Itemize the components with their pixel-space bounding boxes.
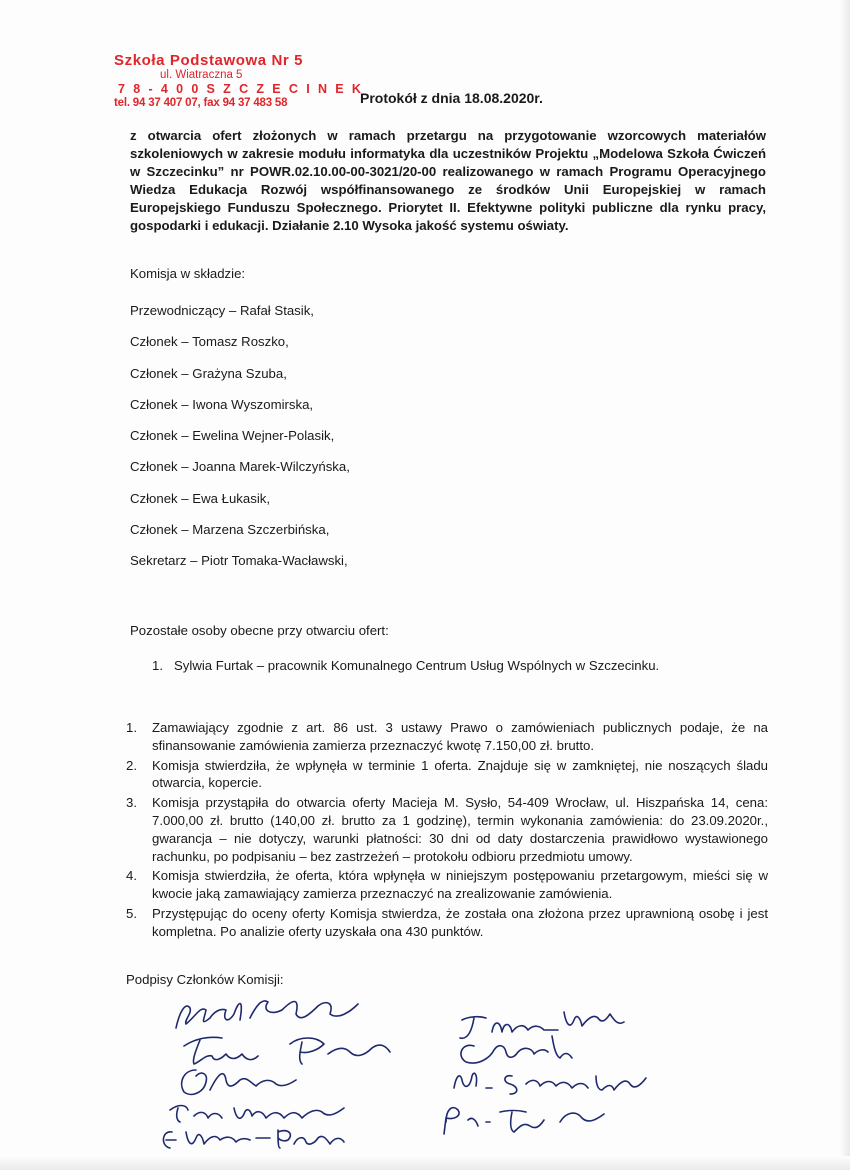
finding-number: 2. xyxy=(126,757,137,773)
signature-joanna-marek-wilczynska xyxy=(460,1012,624,1038)
other-attendees-heading: Pozostałe osoby obecne przy otwarciu ofert: xyxy=(130,623,389,638)
finding-number: 3. xyxy=(126,795,137,811)
committee-section xyxy=(130,264,350,583)
committee-member: Przewodniczący – Rafał Stasik, xyxy=(130,303,314,318)
finding-text: Przystępując do oceny oferty Komisja stwierdza, że została ona złożona przez uprawnioną osobę i jest kompletna. Po analizie oferty uzyskała ona 430 punktów. xyxy=(152,905,768,939)
stamp-school-name: Szkoła Podstawowa Nr 5 xyxy=(114,52,304,69)
other-attendees-section xyxy=(130,621,770,676)
handwritten-signatures xyxy=(0,980,850,1160)
committee-member: Członek – Marzena Szczerbińska, xyxy=(130,522,330,538)
finding-text: Komisja stwierdziła, że oferta, która wpłynęła w niniejszym postępowaniu przetargowym, mieści się w kwocie jaką zamawiający zamierza przeznaczyć na zrealizowanie zamówienia. xyxy=(152,868,768,902)
finding-number: 4. xyxy=(126,868,137,884)
signature-iwona-wyszomirska xyxy=(170,1106,344,1123)
stamp-phone: tel. 94 37 407 07, fax 94 37 483 58 xyxy=(114,96,288,109)
signature-ewa-lukasik xyxy=(461,1036,572,1063)
protocol-title: Protokół z dnia 18.08.2020r. xyxy=(360,90,543,106)
committee-list xyxy=(130,301,350,583)
other-attendees-list xyxy=(130,656,770,676)
signatures-label: Podpisy Członków Komisji: xyxy=(126,972,284,987)
committee-heading: Komisja w składzie: xyxy=(130,266,246,281)
stamp-city: 7 8 - 4 0 0 S Z C Z E C I N E K xyxy=(118,82,364,97)
committee-member: Członek – Grażyna Szuba, xyxy=(130,365,287,381)
finding-item xyxy=(126,905,768,941)
list-item-text: Sylwia Furtak – pracownik Komunalnego Centrum Usług Wspólnych w Szczecinku. xyxy=(174,658,660,673)
committee-member: Członek – Iwona Wyszomirska, xyxy=(130,396,314,412)
signatures-area xyxy=(0,980,850,1160)
finding-item xyxy=(126,794,768,865)
finding-item xyxy=(126,757,768,793)
committee-member: Członek – Ewelina Wejner-Polasik, xyxy=(130,428,335,444)
signature-tomasz-roszko xyxy=(184,1037,390,1064)
finding-text: Komisja stwierdziła, że wpłynęła w terminie 1 oferta. Znajduje się w zamkniętej, nie noszących śladu otwarcia, kopercie. xyxy=(152,757,768,791)
list-item xyxy=(152,656,770,676)
finding-number: 5. xyxy=(126,905,137,921)
finding-item xyxy=(126,867,768,903)
signature-ewelina-wejner-polasik xyxy=(163,1130,344,1148)
committee-member: Członek – Tomasz Roszko, xyxy=(130,334,289,350)
stamp-street: ul. Wiatraczna 5 xyxy=(160,69,243,82)
list-item-number: 1. xyxy=(152,658,163,673)
finding-item xyxy=(126,719,768,755)
committee-member: Sekretarz – Piotr Tomaka-Wacławski, xyxy=(130,553,348,569)
finding-text: Zamawiający zgodnie z art. 86 ust. 3 ustawy Prawo o zamówieniach publicznych podaje, że na sfinansowanie zamówienia zamierza przeznaczyć kwotę 7.150,00 zł. brutto. xyxy=(152,720,768,753)
committee-member: Członek – Joanna Marek-Wilczyńska, xyxy=(130,459,350,475)
findings-list xyxy=(126,719,768,943)
school-stamp xyxy=(114,52,363,110)
finding-text: Komisja przystąpiła do otwarcia oferty Macieja M. Sysło, 54-409 Wrocław, ul. Hiszpańska 14, cena: 7.000,00 zł. brutto (140,00 zł. brutto za 1 godzinę), termin wykonania zamówienia: do 23.09.2020r., gwarancja – nie dotyczy, warunki płatności: 30 dni od daty dostarczenia prawidłowo wystawionego rachunku, po podpisaniu – bez zastrzeżeń – protokołu odbioru przedmiotu umowy. xyxy=(152,795,768,864)
signature-marzena-szczerbinska xyxy=(454,1073,646,1094)
finding-number: 1. xyxy=(126,720,137,735)
signature-piotr-tomaka xyxy=(444,1108,604,1134)
committee-member: Członek – Ewa Łukasik, xyxy=(130,490,271,506)
signature-rafal-stasik xyxy=(176,1001,358,1028)
intro-paragraph: z otwarcia ofert złożonych w ramach przetargu na przygotowanie wzorcowych materiałów szkoleniowych w zakresie modułu informatyka dla uczestników Projektu „Modelowa Szkoła Ćwiczeń w Szczecinku” nr POWR.02.10.00-00-3021/20-00 realizowanego w ramach Programu Operacyjnego Wiedza Edukacja Rozwój współfinansowanego ze środków Unii Europejskiej w ramach Europejskiego Funduszu Społecznego. Priorytet II. Efektywne polityki publiczne dla rynku pracy, gospodarki i edukacji. Działanie 2.10 Wysoka jakość systemu oświaty. xyxy=(130,128,766,233)
signature-grazyna-szuba xyxy=(182,1070,296,1094)
